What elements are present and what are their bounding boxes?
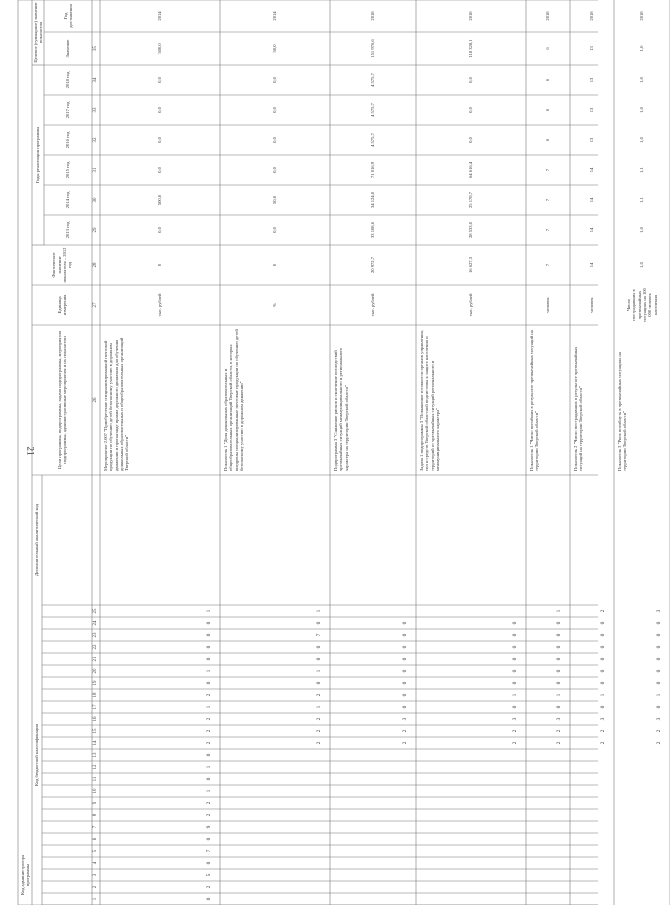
code-digit: 0 bbox=[600, 669, 606, 673]
column-number: 13 bbox=[93, 752, 98, 758]
row-unit: тыс. рублей bbox=[468, 293, 474, 317]
code-digit: 2 bbox=[206, 801, 212, 805]
code-digit: 3 bbox=[600, 717, 606, 721]
code-digit: 2 bbox=[206, 741, 212, 745]
row-year-value: 500,0 bbox=[157, 194, 163, 206]
column-number: 14 bbox=[93, 740, 98, 746]
row-year-value: 0,0 bbox=[157, 227, 163, 233]
code-digit: 3 bbox=[402, 717, 408, 721]
code-digit: 0 bbox=[206, 645, 212, 649]
row-year-value: 0,0 bbox=[272, 137, 278, 143]
row-year-value: 1,0 bbox=[639, 137, 645, 143]
row-year-value: 1,1 bbox=[639, 167, 645, 173]
code-digit: 2 bbox=[556, 729, 562, 733]
code-digit: 0 bbox=[402, 621, 408, 625]
code-digit: 1 bbox=[556, 693, 562, 697]
code-digit: 0 bbox=[656, 681, 662, 685]
row-description: Показатель 1 "Число погибших в результате чрезвычайных ситуаций на территории Тверской области" bbox=[529, 330, 540, 471]
row-base-value: 16 627,3 bbox=[468, 256, 474, 274]
column-number: 25 bbox=[93, 608, 98, 614]
row-year-value: 14 bbox=[589, 197, 595, 203]
row-description: Подпрограмма 3 "Снижение рисков и смягчение последствий чрезвычайных ситуаций межмуниципального и регионального характера на территории Тверской области" bbox=[333, 347, 349, 471]
row-year-value: 7 bbox=[545, 168, 551, 172]
row-base-value: 0 bbox=[157, 263, 163, 267]
row-year-value: 0,0 bbox=[272, 77, 278, 83]
row-year-value: 0,0 bbox=[468, 77, 474, 83]
column-number: 7 bbox=[93, 825, 98, 829]
code-digit: 1 bbox=[512, 693, 518, 697]
code-digit: 0 bbox=[316, 621, 322, 625]
row-year-value: 1,0 bbox=[639, 77, 645, 83]
row-year-value: 4 575,7 bbox=[370, 103, 376, 117]
row-year-value: 6 bbox=[545, 138, 551, 142]
code-digit: 0 bbox=[206, 681, 212, 685]
row-year-value: 25 178,7 bbox=[468, 191, 474, 209]
code-digit: 1 bbox=[316, 609, 322, 613]
column-number: 20 bbox=[93, 668, 98, 674]
code-digit: 2 bbox=[600, 741, 606, 745]
column-number: 12 bbox=[93, 764, 98, 770]
code-digit: 0 bbox=[656, 645, 662, 649]
code-digit: 2 bbox=[206, 693, 212, 697]
code-digit: 0 bbox=[402, 669, 408, 673]
header-year: 2013 год bbox=[65, 221, 71, 239]
column-number: 19 bbox=[93, 680, 98, 686]
code-digit: 2 bbox=[512, 741, 518, 745]
code-digit: 1 bbox=[206, 705, 212, 709]
code-digit: 1 bbox=[656, 693, 662, 697]
row-year-value: 13 bbox=[589, 107, 595, 113]
row-year-value: 4 575,7 bbox=[370, 133, 376, 147]
code-digit: 0 bbox=[206, 897, 212, 901]
header-year: 2015 год bbox=[65, 161, 71, 179]
row-description: Показатель 2 "Число пострадавших в результате чрезвычайных ситуаций на территории Тверской области" bbox=[573, 346, 584, 471]
code-digit: 1 bbox=[316, 705, 322, 709]
code-digit: 1 bbox=[206, 789, 212, 793]
header-target-group: Целевое (суммарное) значение показателя bbox=[32, 2, 43, 63]
code-digit: 2 bbox=[316, 693, 322, 697]
row-year-value: 1,0 bbox=[639, 107, 645, 113]
code-digit: 0 bbox=[556, 705, 562, 709]
row-year-value: 1,0 bbox=[639, 227, 645, 233]
row-year-value: 1,1 bbox=[639, 197, 645, 203]
code-digit: 0 bbox=[206, 753, 212, 757]
row-year-value: 13 bbox=[589, 77, 595, 83]
program-table bbox=[18, 0, 662, 905]
header-goals: Цели программы, подпрограммы, задачи подпрограммы, мероприятия подпрограммы, административные мероприятия и их показатели bbox=[56, 331, 67, 469]
row-year-value: 0,0 bbox=[272, 107, 278, 113]
row-year-value: 0,0 bbox=[157, 167, 163, 173]
row-year-value: 4 575,7 bbox=[370, 73, 376, 87]
code-digit: 2 bbox=[556, 741, 562, 745]
code-digit: 0 bbox=[656, 633, 662, 637]
column-number: 35 bbox=[93, 46, 98, 51]
row-year-value: 34 124,0 bbox=[370, 191, 376, 209]
row-year-value: 14 bbox=[589, 167, 595, 173]
row-base-value: 0 bbox=[272, 263, 278, 267]
code-digit: 9 bbox=[206, 825, 212, 829]
code-digit: 2 bbox=[600, 609, 606, 613]
row-year-value: 0,0 bbox=[157, 137, 163, 143]
column-number: 18 bbox=[93, 692, 98, 698]
code-digit: 0 bbox=[206, 777, 212, 781]
code-digit: 0 bbox=[556, 621, 562, 625]
column-number: 17 bbox=[93, 704, 98, 710]
code-digit: 0 bbox=[512, 657, 518, 661]
column-number: 34 bbox=[93, 77, 98, 83]
row-target-value: 13 bbox=[589, 46, 595, 51]
column-number: 3 bbox=[93, 873, 98, 877]
code-digit: 5 bbox=[206, 873, 212, 877]
row-description: Задача 1 подпрограммы 3 "Повышение готовности органов управления, сил и средств Тверской областной подсистемы к защите населения и территорий от чрезвычайных ситуаций регионального и межмуниципального характера" bbox=[419, 330, 440, 471]
code-digit: 0 bbox=[656, 669, 662, 673]
header-year-reach: Год достижения bbox=[62, 4, 73, 28]
code-digit: 0 bbox=[402, 705, 408, 709]
row-year-value: 0,0 bbox=[468, 107, 474, 113]
code-digit: 1 bbox=[556, 609, 562, 613]
code-digit: 0 bbox=[556, 657, 562, 661]
row-target-year: 2018 bbox=[589, 11, 595, 21]
row-year-value: 71 016,9 bbox=[370, 161, 376, 179]
code-digit: 2 bbox=[512, 729, 518, 733]
header-year: 2018 год bbox=[65, 71, 71, 89]
header-year: 2016 год bbox=[65, 131, 71, 149]
header-year: 2017 год bbox=[65, 101, 71, 119]
column-number: 32 bbox=[93, 137, 98, 143]
row-year-value: 6 bbox=[545, 78, 551, 82]
column-number: 22 bbox=[93, 644, 98, 650]
code-digit: 0 bbox=[512, 621, 518, 625]
code-digit: 0 bbox=[206, 633, 212, 637]
code-digit: 0 bbox=[206, 657, 212, 661]
code-digit: 3 bbox=[656, 609, 662, 613]
row-description: Мероприятие 2.007 "Приобретение специализированной почтовой продукции по обучению детей безопасному участию в дорожном движении и пропаганде правил дорожного движения для обучения дошкольных образовательных и общеобразовательных организаций Тверской области" bbox=[103, 337, 130, 471]
row-year-value: 7 bbox=[545, 228, 551, 232]
row-target-year: 2018 bbox=[639, 11, 645, 21]
row-unit: человек bbox=[545, 297, 551, 313]
row-year-value: 33 108,6 bbox=[370, 221, 376, 239]
row-unit: человек bbox=[589, 297, 595, 313]
code-digit: 1 bbox=[206, 609, 212, 613]
code-digit: 0 bbox=[316, 657, 322, 661]
code-digit: 2 bbox=[316, 741, 322, 745]
column-number: 5 bbox=[93, 849, 98, 853]
row-target-value: 50,0 bbox=[272, 44, 278, 53]
row-year-value: 0,0 bbox=[157, 107, 163, 113]
column-number: 4 bbox=[93, 861, 98, 865]
code-digit: 0 bbox=[206, 861, 212, 865]
code-digit: 0 bbox=[556, 681, 562, 685]
code-digit: 0 bbox=[600, 657, 606, 661]
header-unit: Единица измерения bbox=[56, 294, 67, 316]
column-number: 8 bbox=[93, 813, 98, 817]
row-year-value: 50,0 bbox=[272, 195, 278, 205]
column-number: 21 bbox=[93, 656, 98, 662]
row-base-value: 14 bbox=[589, 262, 595, 268]
code-digit: 0 bbox=[556, 645, 562, 649]
code-digit: 0 bbox=[316, 645, 322, 649]
code-digit: 0 bbox=[512, 645, 518, 649]
row-year-value: 64 616,4 bbox=[468, 161, 474, 179]
column-number: 6 bbox=[93, 837, 98, 841]
row-target-year: 2018 bbox=[468, 11, 474, 21]
header-value: Значение bbox=[65, 39, 71, 58]
row-base-value: 1,0 bbox=[639, 262, 645, 268]
code-digit: 1 bbox=[600, 693, 606, 697]
column-number: 10 bbox=[93, 788, 98, 794]
code-digit: 2 bbox=[206, 729, 212, 733]
column-number: 15 bbox=[93, 728, 98, 734]
column-number: 29 bbox=[93, 227, 98, 233]
column-number: 31 bbox=[93, 167, 98, 173]
header-year: 2014 год bbox=[65, 191, 71, 209]
code-digit: 0 bbox=[316, 681, 322, 685]
code-digit: 7 bbox=[316, 633, 322, 637]
code-digit: 0 bbox=[600, 645, 606, 649]
row-target-year: 2014 bbox=[272, 11, 278, 21]
row-year-value: 0,0 bbox=[157, 77, 163, 83]
code-digit: 0 bbox=[402, 681, 408, 685]
header-years-group: Годы реализации программы bbox=[35, 126, 41, 184]
row-year-value: 6 bbox=[545, 108, 551, 112]
code-digit: 0 bbox=[656, 621, 662, 625]
code-digit: 0 bbox=[600, 705, 606, 709]
row-year-value: 28 533,0 bbox=[468, 221, 474, 239]
code-digit: 0 bbox=[600, 681, 606, 685]
column-number: 24 bbox=[93, 620, 98, 626]
code-digit: 0 bbox=[206, 621, 212, 625]
row-year-value: 0,0 bbox=[468, 137, 474, 143]
code-digit: 0 bbox=[512, 669, 518, 673]
row-base-value: 20 972,7 bbox=[370, 256, 376, 274]
code-digit: 0 bbox=[600, 633, 606, 637]
row-target-value: 500,0 bbox=[157, 43, 163, 54]
row-unit: Число пострадавших в чрезвычайных ситуациях на 100 000 человек населения bbox=[626, 288, 658, 322]
column-number: 27 bbox=[93, 302, 98, 308]
code-digit: 0 bbox=[402, 645, 408, 649]
code-digit: 0 bbox=[656, 657, 662, 661]
code-digit: 2 bbox=[316, 717, 322, 721]
row-unit: тыс. рублей bbox=[370, 293, 376, 317]
code-digit: 3 bbox=[656, 717, 662, 721]
code-digit: 1 bbox=[206, 765, 212, 769]
header-base-year: Фактическое значение показателя – 2012 год bbox=[51, 247, 73, 283]
code-digit: 1 bbox=[316, 669, 322, 673]
row-target-year: 2018 bbox=[370, 11, 376, 21]
row-year-value: 0,0 bbox=[272, 227, 278, 233]
column-number: 2 bbox=[93, 885, 98, 889]
code-digit: 0 bbox=[402, 633, 408, 637]
row-year-value: 13 bbox=[589, 137, 595, 143]
code-digit: 1 bbox=[206, 669, 212, 673]
column-number: 1 bbox=[93, 897, 98, 901]
row-description: Показатель 3 "Риск погибнуть в чрезвычайных ситуациях на территории Тверской области" bbox=[617, 352, 628, 471]
code-digit: 7 bbox=[206, 849, 212, 853]
code-digit: 3 bbox=[556, 717, 562, 721]
row-unit: % bbox=[272, 303, 278, 307]
row-year-value: 7 bbox=[545, 198, 551, 202]
row-unit: тыс. рублей bbox=[157, 293, 163, 317]
row-target-value: 1,0 bbox=[639, 45, 645, 52]
code-digit: 0 bbox=[556, 633, 562, 637]
column-number: 30 bbox=[93, 197, 98, 203]
row-target-value: 118 328,1 bbox=[468, 39, 474, 58]
code-digit: 0 bbox=[206, 837, 212, 841]
code-digit: 2 bbox=[316, 729, 322, 733]
code-digit: 2 bbox=[402, 729, 408, 733]
code-digit: 2 bbox=[402, 741, 408, 745]
row-description: Показатель 1 "Доля дошкольных образовательных и общеобразовательных организаций Тверской области, в которых внедрены специализированные почтовые продукции по обучению детей безопасному участию в дорожном движении" bbox=[223, 329, 244, 471]
column-number: 28 bbox=[93, 262, 98, 268]
page-number: 21 bbox=[25, 446, 36, 456]
code-digit: 3 bbox=[512, 717, 518, 721]
code-digit: 0 bbox=[512, 681, 518, 685]
code-digit: 0 bbox=[512, 705, 518, 709]
code-digit: 2 bbox=[656, 729, 662, 733]
code-digit: 0 bbox=[512, 633, 518, 637]
code-digit: 2 bbox=[600, 729, 606, 733]
code-digit: 2 bbox=[206, 717, 212, 721]
code-digit: 0 bbox=[600, 621, 606, 625]
code-digit: 2 bbox=[206, 885, 212, 889]
code-digit: 0 bbox=[556, 669, 562, 673]
row-target-year: 2014 bbox=[157, 11, 163, 21]
code-digit: 0 bbox=[402, 657, 408, 661]
row-target-year: 2018 bbox=[545, 11, 551, 21]
code-digit: 0 bbox=[656, 705, 662, 709]
column-number: 16 bbox=[93, 716, 98, 722]
row-year-value: 0,0 bbox=[272, 167, 278, 173]
row-target-value: 151 976,6 bbox=[370, 39, 376, 58]
column-number: 33 bbox=[93, 107, 98, 113]
column-number: 11 bbox=[93, 776, 98, 782]
header-code-budget: Код бюджетной классификации bbox=[34, 724, 40, 786]
code-digit: 2 bbox=[656, 741, 662, 745]
column-number: 9 bbox=[93, 801, 98, 805]
code-digit: 2 bbox=[206, 813, 212, 817]
code-digit: 0 bbox=[402, 693, 408, 697]
column-number: 26 bbox=[93, 397, 98, 403]
column-number: 23 bbox=[93, 632, 98, 638]
header-additional: Дополнительный аналитический код bbox=[34, 504, 40, 577]
row-year-value: 14 bbox=[589, 227, 595, 233]
header-admin-code: Код администратора программы bbox=[19, 854, 30, 896]
row-base-value: 7 bbox=[545, 263, 551, 267]
row-target-value: 6 bbox=[545, 47, 551, 50]
